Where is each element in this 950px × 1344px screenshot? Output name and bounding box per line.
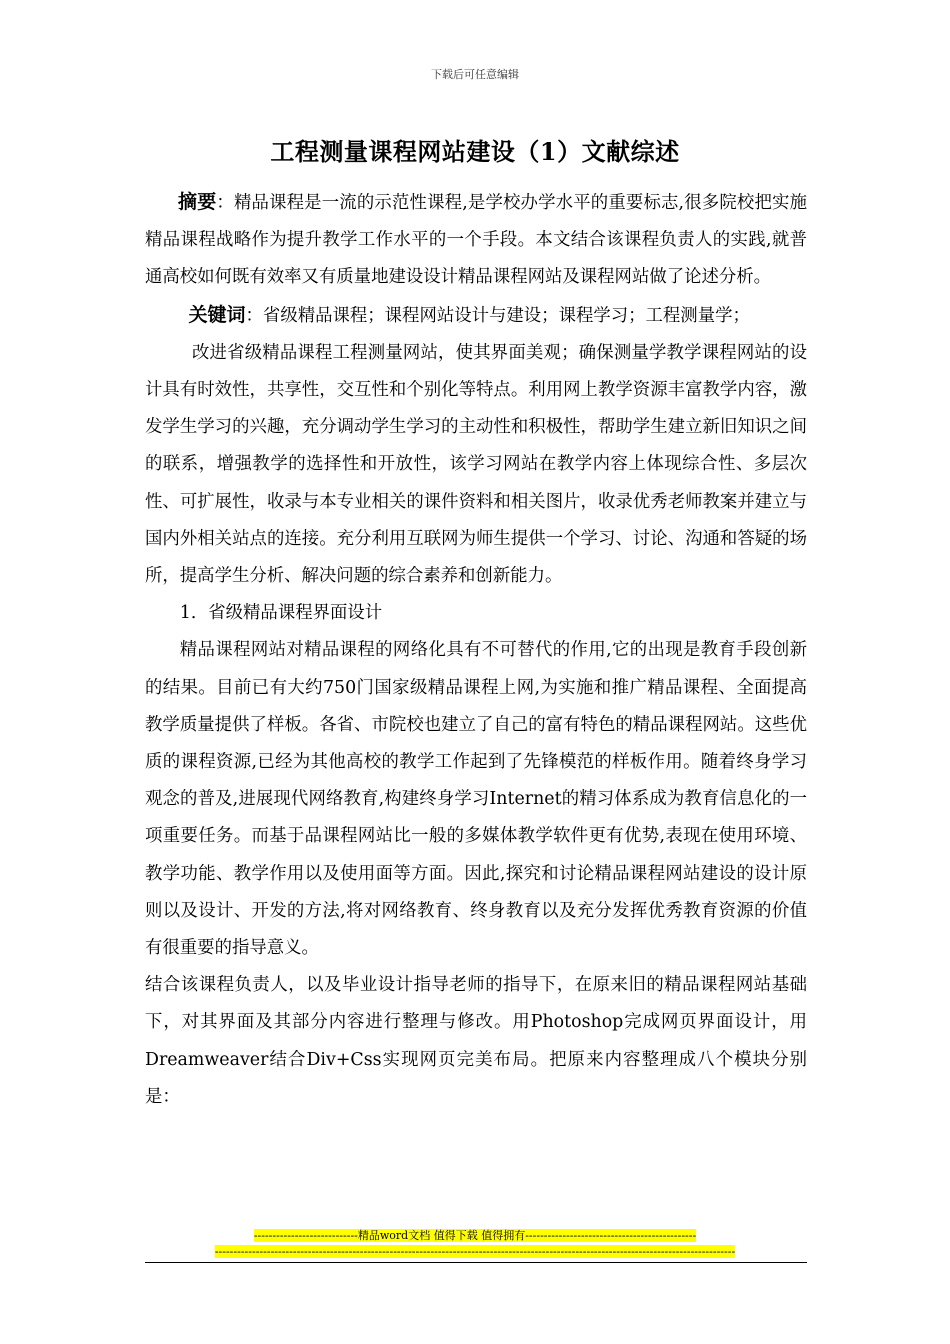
abstract-label: 摘要 [178, 191, 217, 213]
footer-banner-text-2: -------------------------------------------------------------------------------------------------------------------------------------------- [214, 1245, 736, 1258]
abstract-colon: ： [216, 193, 234, 213]
footer-banner-line-2 [0, 1244, 950, 1260]
abstract-paragraph [145, 184, 807, 297]
keywords-label: 关键词 [188, 303, 246, 326]
footer-banner-line-1 [0, 1228, 950, 1244]
section-1-heading: 1．省级精品课程界面设计 [179, 603, 383, 624]
footer-rule [145, 1262, 807, 1263]
footer-banner-text-1: ----------------------------精品word文档 值得下载 值得拥有---------------------------------------------- [253, 1229, 697, 1242]
design-plan-paragraph: 结合该课程负责人，以及毕业设计指导老师的指导下，在原来旧的精品课程网站基础下，对其界面及其部分内容进行整理与修改。用Photoshop完成网页界面设计，用Dreamweaver结合Div+Css实现网页完美布局。把原来内容整理成八个模块分别是： [145, 975, 807, 1107]
improvement-paragraph: 改进省级精品课程工程测量网站，使其界面美观；确保测量学教学课程网站的设计具有时效性，共享性，交互性和个别化等特点。利用网上教学资源丰富教学内容，激发学生学习的兴趣，充分调动学生学习的主动性和积极性，帮助学生建立新旧知识之间的联系，增强教学的选择性和开放性，该学习网站在教学内容上体现综合性、多层次性、可扩展性，收录与本专业相关的课件资料和相关图片，收录优秀老师教案并建立与国内外相关站点的连接。充分利用互联网为师生提供一个学习、讨论、沟通和答疑的场所，提高学生分析、解决问题的综合素养和创新能力。 [145, 342, 807, 587]
abstract-text: 精品课程是一流的示范性课程,是学校办学水平的重要标志,很多院校把实施精品课程战略作为提升教学工作水平的一个手段。本文结合该课程负责人的实践,就普通高校如何既有效率又有质量地建设设计精品课程网站及课程网站做了论述分析。 [145, 193, 807, 288]
document-body [145, 184, 807, 1116]
section-1-body: 精品课程网站对精品课程的网络化具有不可替代的作用,它的出现是教育手段创新的结果。目前已有大约750门国家级精品课程上网,为实施和推广精品课程、全面提高教学质量提供了样板。各省、市院校也建立了自己的富有特色的精品课程网站。这些优质的课程资源,已经为其他高校的教学工作起到了先锋模范的样板作用。随着终身学习观念的普及,进展现代网络教育,构建终身学习Internet的精习体系成为教育信息化的一项重要任务。而基于品课程网站比一般的多媒体教学软件更有优势,表现在使用环境、教学功能、教学作用以及使用面等方面。因此,探究和讨论精品课程网站建设的设计原则以及设计、开发的方法,将对网络教育、终身教育以及充分发挥优秀教育资源的价值有很重要的指导意义。 [145, 640, 807, 959]
document-title: 工程测量课程网站建设（1）文献综述 [270, 137, 680, 166]
keywords-paragraph [145, 297, 807, 335]
keywords-colon: ： [245, 305, 263, 326]
footer-banner [0, 1228, 950, 1260]
header-note: 下载后可任意编辑 [431, 68, 519, 81]
keywords-text: 省级精品课程；课程网站设计与建设；课程学习；工程测量学； [262, 305, 750, 326]
